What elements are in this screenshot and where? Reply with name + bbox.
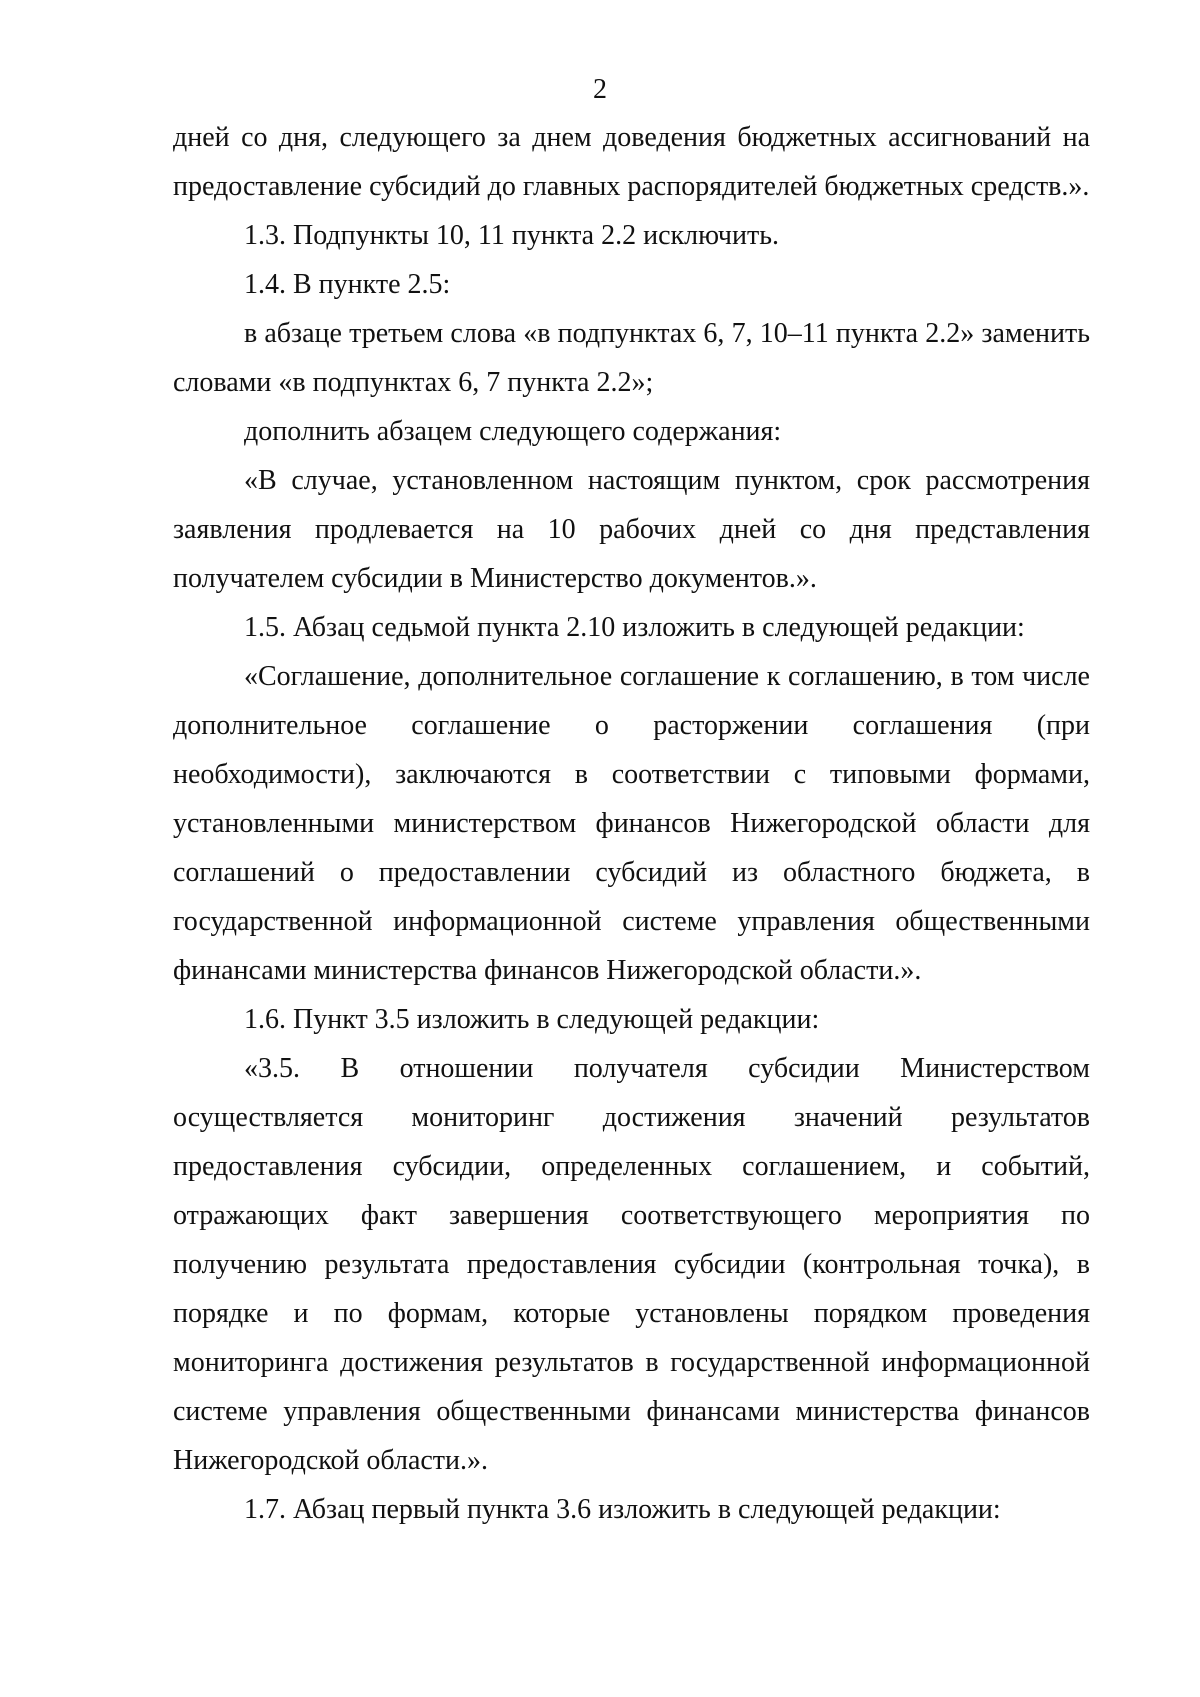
- paragraph-1-7: 1.7. Абзац первый пункта 3.6 изложить в следующей редакции:: [244, 1494, 1001, 1525]
- paragraph-1-3: 1.3. Подпункты 10, 11 пункта 2.2 исключить.: [244, 220, 779, 251]
- paragraph-1-6-quote: «3.5. В отношении получателя субсидии Министерством осуществляется мониторинг достижения значений результатов предоставления субсидии, определенных соглашением, и событий, отражающих факт завершения соответствующего мероприятия по получению результата предоставления субсидии (контрольная точка), в порядке и по формам, которые установлены порядком проведения мониторинга достижения результатов в государственной информационной системе управления общественными финансами министерства финансов Нижегородской области.».: [173, 1053, 1090, 1476]
- paragraph-1-5-quote: «Соглашение, дополнительное соглашение к соглашению, в том числе дополнительное соглашение о расторжении соглашения (при необходимости), заключаются в соответствии с типовыми формами, установленными министерством финансов Нижегородской области для соглашений о предоставлении субсидий из областного бюджета, в государственной информационной системе управления общественными финансами министерства финансов Нижегородской области.».: [173, 661, 1090, 986]
- paragraph-1-4: 1.4. В пункте 2.5:: [244, 269, 451, 300]
- paragraph-1-4-dopolnit: дополнить абзацем следующего содержания:: [244, 416, 782, 447]
- paragraph-1-5: 1.5. Абзац седьмой пункта 2.10 изложить в следующей редакции:: [244, 612, 1025, 643]
- paragraph-1-6: 1.6. Пункт 3.5 изложить в следующей редакции:: [244, 1004, 820, 1035]
- page-number: 2: [593, 74, 607, 105]
- document-body: [173, 113, 1090, 1534]
- paragraph-1-4-abzac-3: в абзаце третьем слова «в подпунктах 6, 7, 10–11 пункта 2.2» заменить словами «в подпунктах 6, 7 пункта 2.2»;: [173, 318, 1090, 398]
- paragraph-continuation: дней со дня, следующего за днем доведения бюджетных ассигнований на предоставление субсидий до главных распорядителей бюджетных средств.».: [173, 122, 1090, 202]
- paragraph-1-4-quote: «В случае, установленном настоящим пунктом, срок рассмотрения заявления продлевается на 10 рабочих дней со дня представления получателем субсидии в Министерство документов.».: [173, 465, 1090, 594]
